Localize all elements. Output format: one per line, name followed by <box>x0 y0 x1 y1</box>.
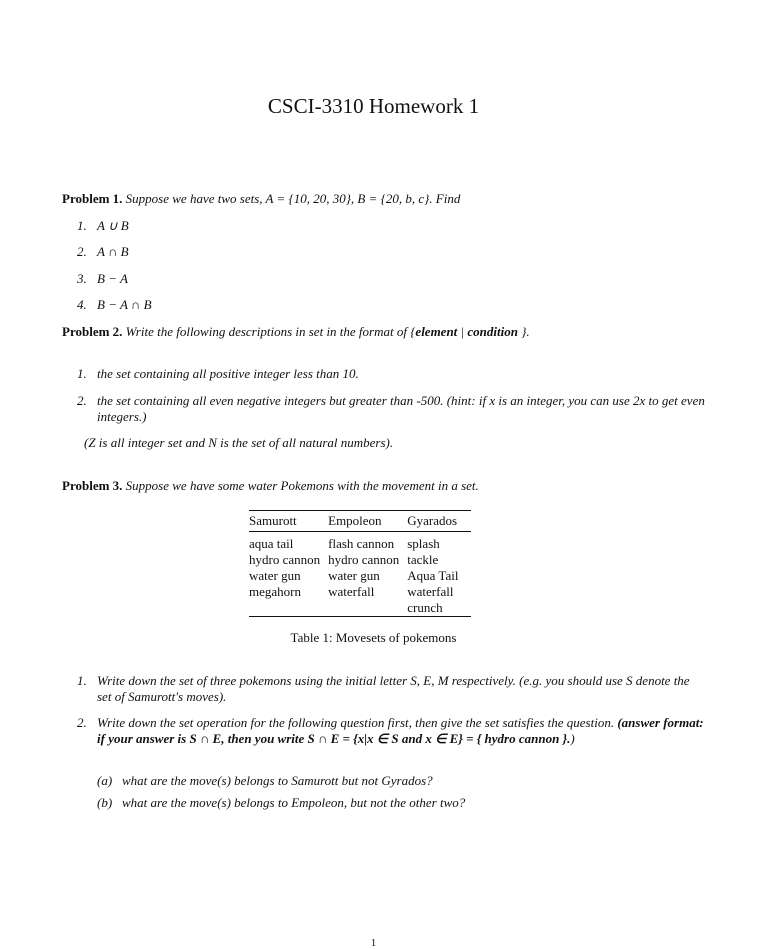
list-item <box>77 297 692 313</box>
item-text-end: ) <box>570 731 575 746</box>
table-cell: aqua tail <box>249 536 294 551</box>
list-item <box>77 218 692 234</box>
table-cell: waterfall <box>407 584 454 599</box>
problem-2-note: (Z is all integer set and N is the set of all natural numbers). <box>84 435 394 450</box>
answer-format: (answer format: if your answer is S ∩ E, then you write S ∩ E = {x|x ∈ S and x ∈ E} = { hydro cannon }. <box>97 715 704 746</box>
table-cell: water gun <box>328 568 380 583</box>
problem-1-label: Problem 1. <box>62 191 123 206</box>
table-cell: tackle <box>407 552 439 567</box>
problem-1-text: Suppose we have two sets, A = {10, 20, 30}, B = {20, b, c}. Find <box>125 191 461 206</box>
sub-item-text: what are the move(s) belongs to Samurott but not Gyrados? <box>122 773 433 788</box>
table-cell: hydro cannon <box>328 552 400 567</box>
table-cell: megahorn <box>249 584 301 599</box>
column-header: Empoleon <box>328 511 407 532</box>
page-number: 1 <box>370 937 377 949</box>
format-element: element <box>415 324 458 339</box>
sub-item <box>97 773 697 789</box>
table-cell: water gun <box>249 568 301 583</box>
problem-3-label: Problem 3. <box>62 478 123 493</box>
table-row <box>249 568 471 584</box>
table-row <box>249 600 471 617</box>
column-header: Samurott <box>249 511 328 532</box>
list-item <box>77 366 692 382</box>
problem-2-statement <box>62 324 712 340</box>
item-number: 2. <box>77 393 87 408</box>
page-title: CSCI-3310 Homework 1 <box>267 94 480 118</box>
item-number: 1. <box>77 673 87 688</box>
table-row <box>249 552 471 568</box>
format-separator: | <box>457 324 468 339</box>
sub-item-label: (b) <box>97 795 113 810</box>
item-text: the set containing all even negative integers but greater than -500. (hint: if x is an integer, you can use 2x to get even integers.) <box>97 393 705 424</box>
item-number: 2. <box>77 715 87 730</box>
table-cell <box>328 600 407 617</box>
table-cell: waterfall <box>328 584 375 599</box>
item-number: 4. <box>77 297 87 312</box>
sub-item-text: what are the move(s) belongs to Empoleon, but not the other two? <box>122 795 466 810</box>
column-header: Gyarados <box>407 511 471 532</box>
item-text: A ∩ B <box>97 244 129 259</box>
table-row <box>249 584 471 600</box>
moveset-table <box>249 510 471 617</box>
problem-3-text: Suppose we have some water Pokemons with the movement in a set. <box>125 478 479 493</box>
table-cell: splash <box>407 536 440 551</box>
list-item <box>77 673 707 705</box>
format-condition: condition <box>467 324 518 339</box>
list-item <box>77 271 692 287</box>
problem-3-statement <box>62 478 712 494</box>
table-cell: flash cannon <box>328 536 395 551</box>
table-header-row <box>249 511 471 532</box>
sub-item <box>97 795 697 811</box>
item-text: Write down the set operation for the following question first, then give the set satisfies the question. <box>97 715 618 730</box>
item-number: 1. <box>77 366 87 381</box>
item-text: B − A <box>97 271 128 286</box>
item-text: B − A ∩ B <box>97 297 152 312</box>
problem-2-text: Write the following descriptions in set in the format of { <box>125 324 416 339</box>
table-cell <box>249 600 328 617</box>
problem-1-statement <box>62 191 712 207</box>
list-item <box>77 244 692 260</box>
table-row <box>249 532 471 553</box>
table-cell: crunch <box>407 600 443 615</box>
item-number: 1. <box>77 218 87 233</box>
table-cell: hydro cannon <box>249 552 321 567</box>
item-number: 2. <box>77 244 87 259</box>
format-close: }. <box>517 324 530 339</box>
sub-item-label: (a) <box>97 773 113 788</box>
item-text: the set containing all positive integer less than 10. <box>97 366 359 381</box>
item-text: Write down the set of three pokemons using the initial letter S, E, M respectively. (e.g. you should use S denote the set of Samurott's moves). <box>97 673 690 704</box>
problem-2-label: Problem 2. <box>62 324 123 339</box>
list-item <box>77 393 707 425</box>
table-caption: Table 1: Movesets of pokemons <box>290 630 457 645</box>
item-number: 3. <box>77 271 87 286</box>
list-item <box>77 715 707 747</box>
table-cell: Aqua Tail <box>407 568 459 583</box>
item-text: A ∪ B <box>97 218 129 233</box>
